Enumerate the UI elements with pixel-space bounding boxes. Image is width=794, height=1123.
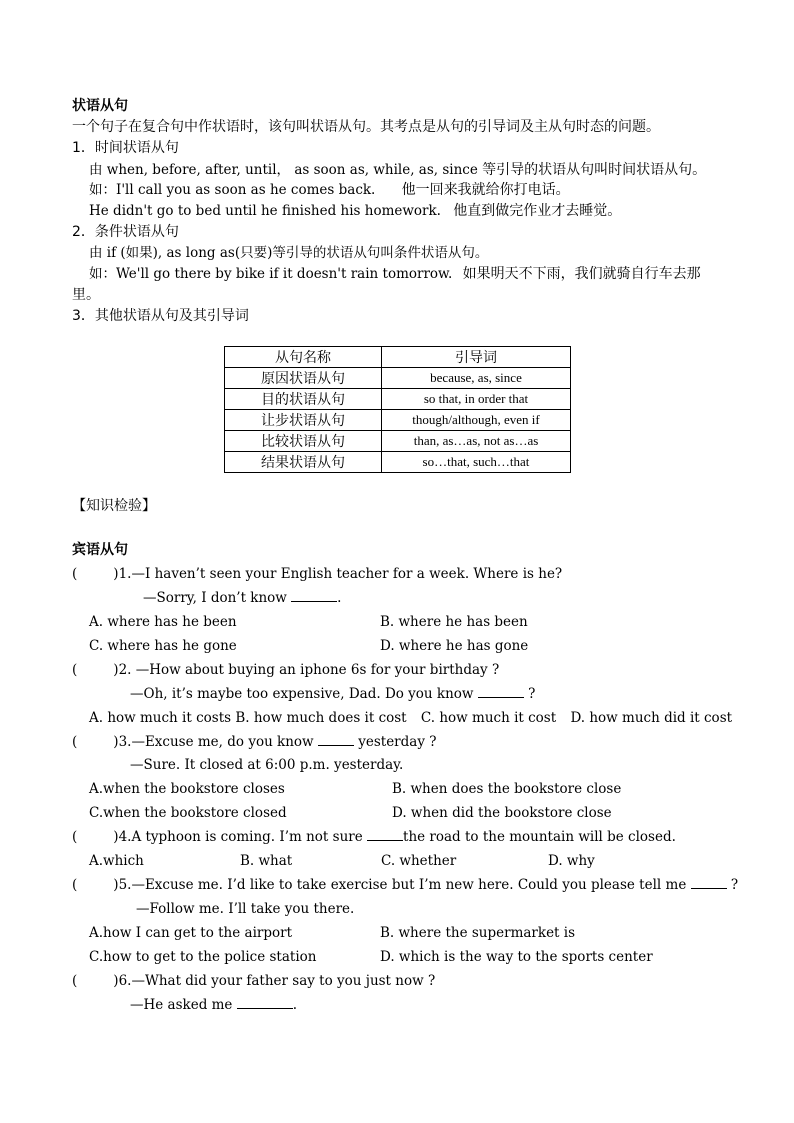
question-3-line-2: —Sure. It closed at 6:00 p.m. yesterday.	[130, 757, 404, 773]
table-cell: 让步状语从句	[225, 410, 382, 431]
question-5-line-1: ( )5.—Excuse me. I’d like to take exercise but I’m new here. Could you please tell me ?	[72, 877, 739, 893]
answer-blank[interactable]	[318, 733, 354, 746]
option-d: D. where he has gone	[380, 638, 529, 654]
question-6-line-2	[130, 995, 297, 1015]
question-number: 6.	[118, 973, 132, 989]
question-text: A typhoon is coming. I’m not sure	[131, 829, 363, 845]
example-cn: 如果明天不下雨，我们就骑自行车去那	[462, 266, 701, 282]
option-d: D. why	[548, 853, 595, 869]
example-cn: 他一回来我就给你打电话。	[401, 182, 570, 198]
question-number: 2.	[118, 662, 132, 678]
option-b: B. where the supermarket is	[380, 925, 576, 941]
option-b: B. where he has been	[380, 614, 528, 630]
option-a: A. how much it costs	[89, 710, 232, 726]
answer-blank[interactable]	[237, 996, 293, 1009]
option-d: D. which is the way to the sports center	[380, 949, 653, 965]
table-cell: 结果状语从句	[225, 452, 382, 473]
question-1-line-1: ( )1.—I haven’t seen your English teacher for a week. Where is he?	[72, 566, 563, 582]
question-text: —He asked me	[130, 997, 233, 1013]
table-row	[225, 368, 571, 389]
question-text: ?	[528, 686, 536, 702]
table-header-row	[225, 347, 571, 368]
table-row	[225, 452, 571, 473]
question-5-line-2: —Follow me. I’ll take you there.	[136, 901, 355, 917]
option-d: D. when did the bookstore close	[392, 805, 612, 821]
example-en: 如：We'll go there by bike if it doesn't rain tomorrow.	[89, 266, 453, 282]
question-text: —Excuse me, do you know	[131, 734, 314, 750]
example-en: 如：I'll call you as soon as he comes back.	[89, 182, 376, 198]
question-2-line-2	[130, 684, 535, 704]
question-text: —Excuse me. I’d like to take exercise but I’m new here. Could you please tell me	[131, 877, 687, 893]
example-en: He didn't go to bed until he finished his homework.	[89, 203, 441, 219]
option-a: A.which	[89, 853, 144, 869]
option-c: C. where has he gone	[89, 638, 237, 654]
table-cell: 目的状语从句	[225, 389, 382, 410]
conjunction-table	[224, 346, 571, 473]
option-a: A. where has he been	[89, 614, 237, 630]
condition-clause-example	[89, 264, 701, 284]
question-text: .	[292, 997, 298, 1013]
option-c: C.how to get to the police station	[89, 949, 317, 965]
question-text: ?	[730, 877, 739, 893]
question-number: 4.	[118, 829, 132, 845]
question-text: —How about buying an iphone 6s for your birthday ?	[135, 662, 500, 678]
question-4-line-1: ( )4.A typhoon is coming. I’m not sure the road to the mountain will be closed.	[72, 829, 676, 845]
time-clause-desc	[89, 160, 706, 180]
option-a: A.when the bookstore closes	[89, 781, 285, 797]
option-c: C.when the bookstore closed	[89, 805, 287, 821]
table-cell: so that, in order that	[382, 389, 571, 410]
section-intro: 一个句子在复合句中作状语时，该句叫状语从句。其考点是从句的引导词及主从句时态的问题。	[72, 119, 660, 135]
question-text: —Oh, it’s maybe too expensive, Dad. Do you know	[130, 686, 474, 702]
time-clause-example-2	[89, 201, 621, 221]
question-text: —What did your father say to you just now ?	[131, 973, 436, 989]
question-number: 3.	[118, 734, 132, 750]
table-row	[225, 410, 571, 431]
question-text: —Sorry, I don’t know	[143, 590, 287, 606]
table-cell: 比较状语从句	[225, 431, 382, 452]
section-title: 状语从句	[72, 98, 128, 114]
option-a: A.how I can get to the airport	[89, 925, 292, 941]
time-clause-desc-cn: 等引导的状语从句叫时间状语从句。	[482, 162, 707, 178]
question-number: 5.	[118, 877, 132, 893]
table-cell: so…that, such…that	[382, 452, 571, 473]
condition-clause-heading: 2．条件状语从句	[72, 224, 179, 240]
answer-blank[interactable]	[478, 685, 524, 698]
question-3-line-1: ( )3.—Excuse me, do you know yesterday ?	[72, 734, 437, 750]
knowledge-check-title: 【知识检验】	[72, 498, 156, 514]
question-text: —I haven’t seen your English teacher for a week. Where is he?	[131, 566, 563, 582]
table-header-cell: 从句名称	[225, 347, 382, 368]
question-6-line-1: ( )6.—What did your father say to you just now ?	[72, 973, 436, 989]
question-text: the road to the mountain will be closed.	[403, 829, 676, 845]
question-2-options	[89, 708, 732, 728]
option-d: D. how much did it cost	[570, 710, 733, 726]
option-c: C. how much it cost	[420, 710, 557, 726]
table-cell: 原因状语从句	[225, 368, 382, 389]
option-b: B. what	[240, 853, 293, 869]
option-b: B. how much does it cost	[235, 710, 407, 726]
option-c: C. whether	[381, 853, 457, 869]
table-cell: than, as…as, not as…as	[382, 431, 571, 452]
question-1-line-2	[143, 588, 341, 608]
table-row	[225, 389, 571, 410]
section-title: 宾语从句	[72, 542, 128, 558]
question-2-line-1: ( )2. —How about buying an iphone 6s for your birthday ?	[72, 662, 500, 678]
answer-blank[interactable]	[691, 876, 727, 889]
other-clauses-heading: 3．其他状语从句及其引导词	[72, 308, 249, 324]
table-cell: though/although, even if	[382, 410, 571, 431]
question-text: yesterday ?	[358, 734, 437, 750]
time-clause-example-1	[89, 180, 570, 200]
time-clause-desc-en: 由 when, before, after, until， as soon as, while, as, since	[89, 162, 478, 178]
time-clause-heading: 1．时间状语从句	[72, 140, 179, 156]
answer-blank[interactable]	[367, 828, 403, 841]
table-header-cell: 引导词	[382, 347, 571, 368]
example-cn: 他直到做完作业才去睡觉。	[453, 203, 622, 219]
condition-clause-desc: 由 if (如果), as long as(只要)等引导的状语从句叫条件状语从句。	[89, 245, 489, 261]
question-number: 1.	[118, 566, 132, 582]
table-cell: because, as, since	[382, 368, 571, 389]
condition-clause-example-cont: 里。	[72, 287, 100, 303]
table-row	[225, 431, 571, 452]
question-text: .	[337, 590, 342, 606]
option-b: B. when does the bookstore close	[392, 781, 622, 797]
answer-blank[interactable]	[291, 589, 337, 602]
